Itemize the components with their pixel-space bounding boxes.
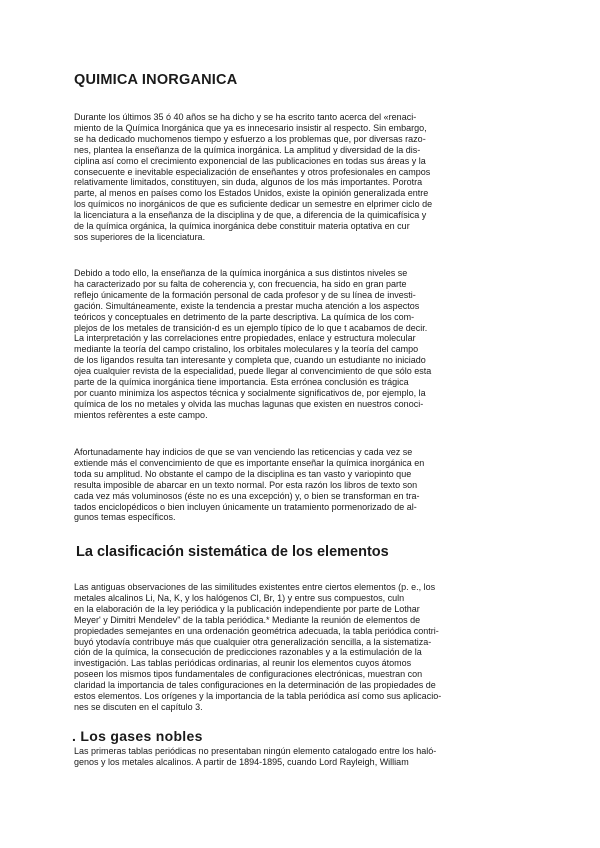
text-line: nes, plantea la enseñanza de la química inorgánica. La amplitud y diversidad de la dis- bbox=[74, 144, 421, 155]
paragraph-teaching bbox=[74, 268, 474, 421]
text-line: resulta imposible de abarcar en un texto normal. Por esta razón los libros de texto son bbox=[74, 479, 418, 490]
text-line: ción de la química, la consecución de predicciones razonables y a la estimulación de la bbox=[74, 647, 422, 658]
text-line: claridad la importancia de tales configuraciones en la determinación de las propiedades de bbox=[74, 680, 436, 691]
text-line: sos superiores de la licenciatura. bbox=[74, 231, 206, 242]
text-line: metales alcalinos Li, Na, K, y los halógenos Cl, Br, 1) y entre sus compuestos, culn bbox=[74, 592, 405, 603]
text-line: ha caracterizado por su falta de coherencia y, con frecuencia, ha sido en gran parte bbox=[74, 278, 407, 289]
text-line: plejos de los metales de transición-d es un ejemplo típico de lo que t acabamos de decir. bbox=[74, 322, 428, 333]
text-line: por cuanto minimiza los aspectos técnica y socialmente significativos de, por ejemplo, la bbox=[74, 387, 426, 398]
text-line: nes se discuten en el capítulo 3. bbox=[74, 701, 203, 712]
text-line: estos elementos. Los orígenes y la importancia de la tabla periódica así como sus aplicacio- bbox=[74, 691, 442, 702]
section-heading-classification: La clasificación sistemática de los elementos bbox=[76, 544, 389, 560]
text-line: ciplina así como el crecimiento exponencial de las publicaciones en todas sus áreas y la bbox=[74, 155, 426, 166]
text-line: Las primeras tablas periódicas no presentaban ningún elemento catalogado entre los haló- bbox=[74, 746, 437, 756]
text-line: consecuente e inevitable especialización de enseñantes y otros profesionales en campos bbox=[74, 166, 431, 177]
text-line: ojea cualquier revista de la especialidad, puede llegar al convencimiento de que sólo esta bbox=[74, 366, 432, 377]
text-line: reflejo únicamente de la formación personal de cada profesor y de su línea de investi- bbox=[74, 289, 416, 300]
text-line: mientos refèrentes a este campo. bbox=[74, 409, 208, 420]
text-line: cada vez más voluminosos (éste no es una excepción) y, o bien se transforman en tra- bbox=[74, 490, 420, 501]
text-line: se ha dedicado muchomenos tiempo y esfuerzo a los problemas que, por diversas razo- bbox=[74, 133, 426, 144]
text-line: la licenciatura a la enseñanza de la disciplina y de que, a diferencia de la quimicafísica y bbox=[74, 210, 427, 221]
paragraph-periodic-table bbox=[74, 582, 474, 713]
text-line: miento de la Química Inorgánica que ya es innecesario insistir al respecto. Sin embargo, bbox=[74, 122, 427, 133]
text-line: La interpretación y las correlaciones entre propiedades, enlace y estructura molecular bbox=[74, 333, 416, 344]
text-line: gación. Simultáneamente, existe la tendencia a prestar mucha atención a los aspectos bbox=[74, 300, 420, 311]
text-line: extiende más el convencimiento de que es importante enseñar la química inorgánica en bbox=[74, 457, 425, 468]
paragraph-intro bbox=[74, 112, 474, 243]
text-line: Debido a todo ello, la enseñanza de la química inorgánica a sus distintos niveles se bbox=[74, 268, 408, 278]
text-line: buyó ytodavía contribuye más que cualquier otra generalización sencilla, a la sistematiza- bbox=[74, 636, 432, 647]
text-line: gunos temas específicos. bbox=[74, 512, 176, 523]
paragraph-outlook bbox=[74, 447, 474, 523]
text-line: poseen los mismos tipos fundamentales de configuraciones electrónicas, muestran con bbox=[74, 669, 423, 680]
text-line: toda su amplitud. No obstante el campo de la disciplina es tan vasto y variopinto que bbox=[74, 468, 412, 479]
text-line: los químicos no inorgánicos de que es suficiente dedicar un semestre en elprimer ciclo de bbox=[74, 199, 433, 210]
text-line: genos y los metales alcalinos. A partir de 1894-1895, cuando Lord Rayleigh, William bbox=[74, 756, 409, 767]
text-line: mediante la teoría del campo cristalino, los orbitales moleculares y la teoría del campo bbox=[74, 344, 419, 355]
text-line: relativamente limitados, constituyen, sin duda, algunos de los más importantes. Porotra bbox=[74, 177, 423, 188]
text-line: Afortunadamente hay indicios de que se van venciendo las reticencias y cada vez se bbox=[74, 447, 413, 457]
text-line: en la elaboración de la ley periódica y la publicación independiente por parte de Lothar bbox=[74, 603, 420, 614]
text-line: parte de la química inorgánica tiene importancia. Esta errónea conclusión es trágica bbox=[74, 377, 409, 388]
text-line: de la química orgánica, la química inorgánica debe constituir materia optativa en cur bbox=[74, 221, 410, 232]
paragraph-noble-gases bbox=[74, 746, 474, 768]
text-line: Las antiguas observaciones de las similitudes existentes entre ciertos elementos (p. e., los bbox=[74, 582, 436, 592]
text-line: investigación. Las tablas periódicas ordinarias, al reunir los elementos cuyos átomos bbox=[74, 658, 412, 669]
text-line: parte, al menos en países como los Estados Unidos, existe la opinión generalizada entre bbox=[74, 188, 429, 199]
text-line: tados enciclopédicos o bien incluyen únicamente un tratamiento pormenorizado de al- bbox=[74, 501, 417, 512]
text-line: teóricos y conceptuales en detrimento de la parte descriptiva. La química de los com- bbox=[74, 311, 415, 322]
text-line: química de los no metales y olvida las muchas lagunas que existen en nuestros conoci- bbox=[74, 398, 424, 409]
section-heading-noble-gases: . Los gases nobles bbox=[72, 728, 203, 744]
text-line: de los ligandos resulta tan interesante y completa que, cuando un estudiante no iniciado bbox=[74, 355, 426, 366]
text-line: Meyer' y Dimitri Mendelev" de la tabla periódica.* Mediante la reunión de elementos de bbox=[74, 614, 421, 625]
text-line: propiedades semejantes en una ordenación geométrica adecuada, la tabla periódica contri- bbox=[74, 625, 439, 636]
text-line: Durante los últimos 35 ó 40 años se ha dicho y se ha escrito tanto acerca del «renaci- bbox=[74, 112, 417, 122]
document-title: QUIMICA INORGANICA bbox=[74, 72, 238, 88]
